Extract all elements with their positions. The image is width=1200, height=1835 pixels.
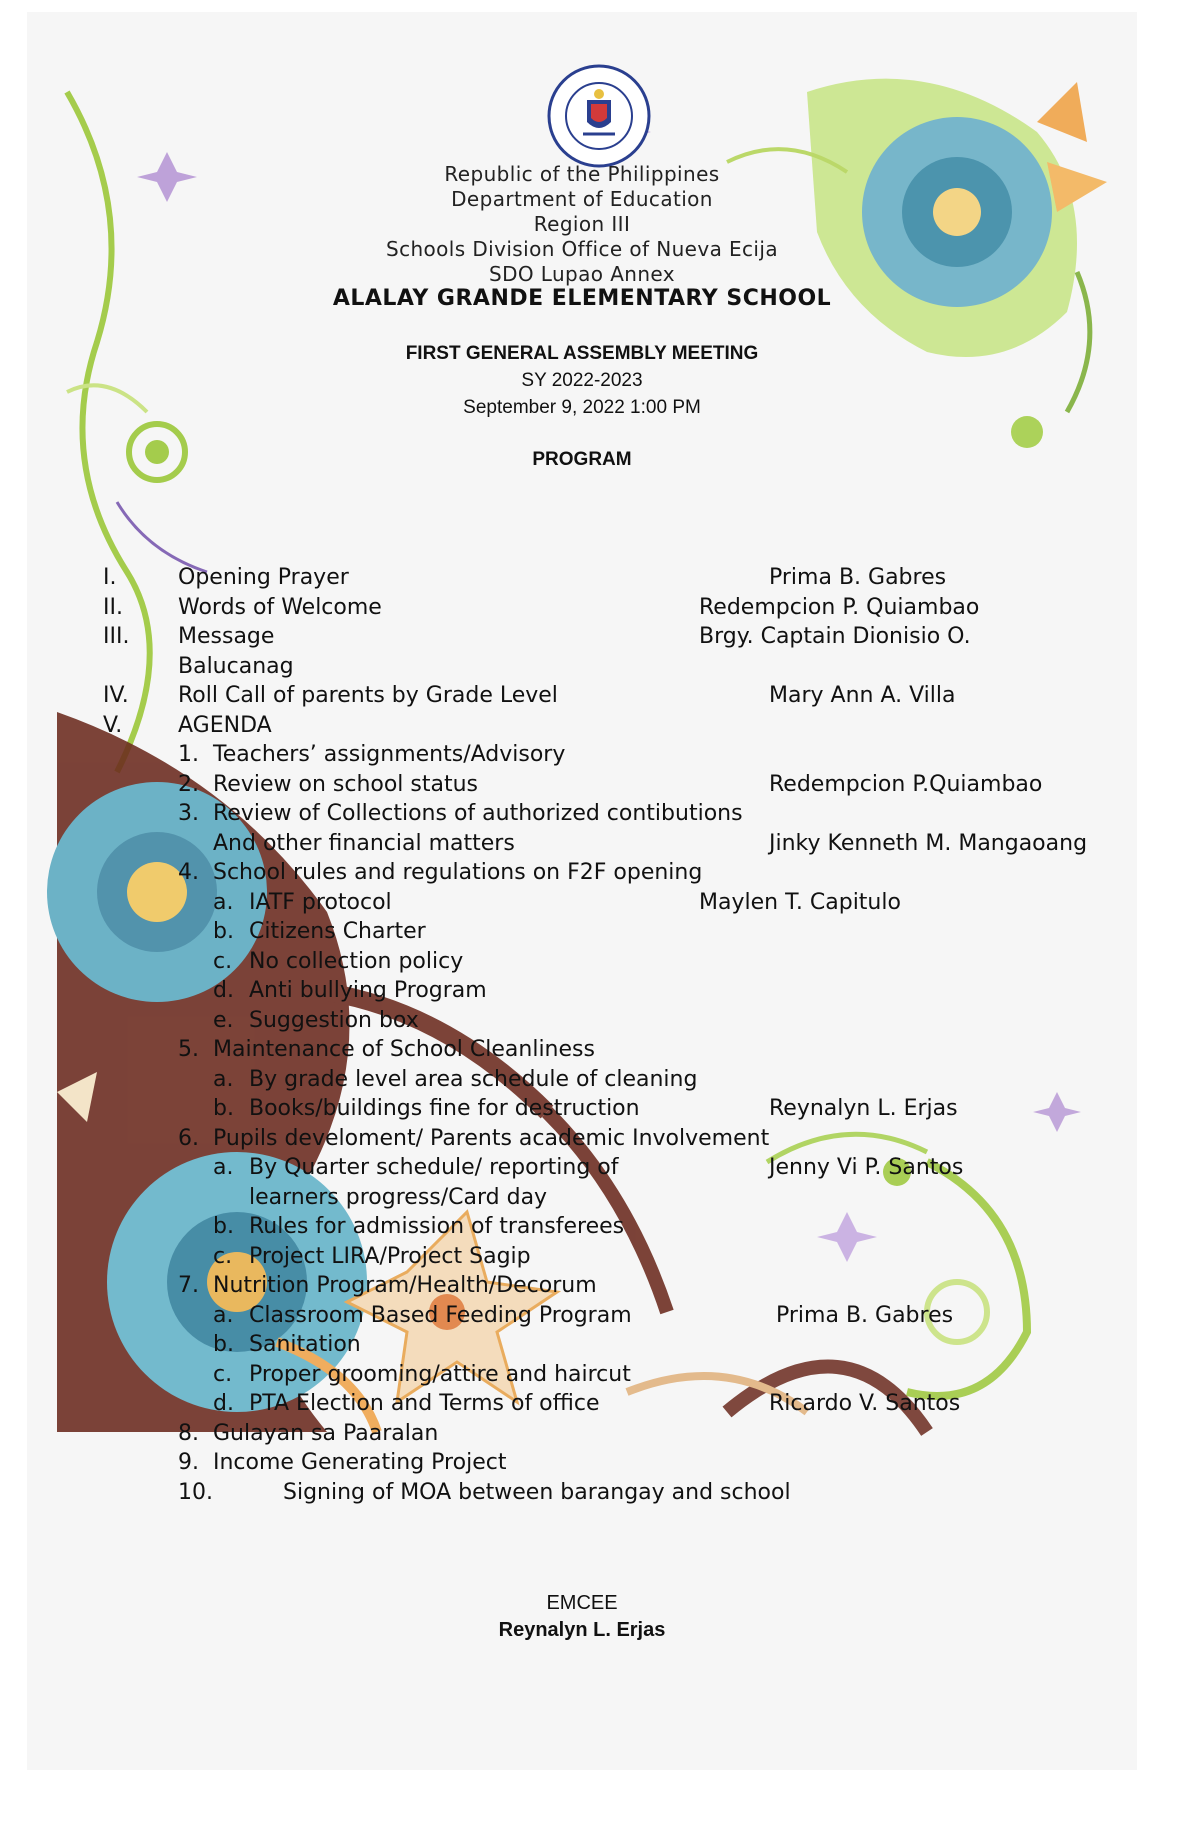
agenda-item-title: Signing of MOA between barangay and school <box>283 1479 791 1505</box>
header-line-2: Department of Education <box>451 187 713 211</box>
agenda-item-speaker: Prima B. Gabres <box>776 1302 954 1328</box>
agenda-item-number: d. <box>213 1391 234 1416</box>
program-item-number: II. <box>103 594 123 620</box>
agenda-item-speaker: Reynalyn L. Erjas <box>769 1096 958 1121</box>
agenda-item-title: Suggestion box <box>249 1007 419 1033</box>
agenda-item-number: 4. <box>178 860 199 885</box>
agenda-item-title: Nutrition Program/Health/Decorum <box>213 1273 597 1298</box>
agenda-item-title: And other financial matters <box>213 830 515 856</box>
agenda-item-number: a. <box>213 889 234 915</box>
program-item-title: Opening Prayer <box>178 565 349 590</box>
agenda-item-number: 9. <box>178 1450 199 1475</box>
header-line-4: Schools Division Office of Nueva Ecija <box>385 237 779 261</box>
emcee-name: Reynalyn L. Erjas <box>498 1619 666 1641</box>
program-item-title: AGENDA <box>178 712 272 738</box>
agenda-item-title: PTA Election and Terms of office <box>249 1391 600 1416</box>
program-item-speaker-cont: Balucanag <box>178 653 294 679</box>
agenda-item-number: 1. <box>178 742 199 767</box>
agenda-item-number: d. <box>213 978 234 1003</box>
agenda-item-title: School rules and regulations on F2F opening <box>213 860 703 885</box>
agenda-item-title: Pupils develoment/ Parents academic Involvement <box>213 1125 770 1151</box>
agenda-item-number: b. <box>213 919 234 944</box>
agenda-item-title: By grade level area schedule of cleaning <box>249 1066 698 1092</box>
agenda-item-title: Gulayan sa Paaralan <box>213 1420 439 1446</box>
program-item-speaker: Prima B. Gabres <box>769 565 947 590</box>
school-name: ALALAY GRANDE ELEMENTARY SCHOOL <box>332 286 832 311</box>
agenda-item-number: c. <box>213 1243 233 1269</box>
header-line-5: SDO Lupao Annex <box>488 262 676 286</box>
meeting-datetime: September 9, 2022 1:00 PM <box>463 397 701 418</box>
agenda-item-speaker: Maylen T. Capitulo <box>699 889 901 915</box>
agenda-item-number: 5. <box>178 1037 199 1062</box>
header-line-1: Republic of the Philippines <box>444 162 720 186</box>
emcee-label: EMCEE <box>546 1592 618 1614</box>
agenda-item-speaker: Redempcion P.Quiambao <box>769 771 1043 797</box>
program-item-speaker: Redempcion P. Quiambao <box>699 594 980 620</box>
school-year: SY 2022-2023 <box>521 370 643 391</box>
agenda-item-title: learners progress/Card day <box>249 1184 548 1210</box>
agenda-item-title: Review on school status <box>213 771 479 797</box>
agenda-item-number: b. <box>213 1096 234 1121</box>
agenda-item-title: Review of Collections of authorized contibutions <box>213 801 743 826</box>
program-item-speaker: Brgy. Captain Dionisio O. <box>699 624 971 649</box>
agenda-item-title: Teachers’ assignments/Advisory <box>213 742 566 767</box>
agenda-item-title: Sanitation <box>249 1332 361 1357</box>
agenda-item-number: e. <box>213 1007 234 1033</box>
agenda-item-speaker: Jinky Kenneth M. Mangaoang <box>769 830 1088 856</box>
agenda-item-number: 2. <box>178 771 199 797</box>
program-page <box>27 12 1137 1770</box>
agenda-item-number: 10. <box>178 1479 213 1505</box>
meeting-title: FIRST GENERAL ASSEMBLY MEETING <box>405 343 759 364</box>
agenda-item-number: 6. <box>178 1125 199 1151</box>
agenda-item-number: b. <box>213 1214 234 1239</box>
agenda-item-title: By Quarter schedule/ reporting of <box>249 1155 619 1180</box>
agenda-item-number: 3. <box>178 801 199 826</box>
program-item-speaker: Mary Ann A. Villa <box>769 683 956 708</box>
agenda-item-number: 8. <box>178 1420 199 1446</box>
agenda-item-number: a. <box>213 1155 234 1180</box>
deped-seal <box>547 64 651 168</box>
agenda-item-title: Maintenance of School Cleanliness <box>213 1037 595 1062</box>
program-item-title: Words of Welcome <box>178 594 382 620</box>
agenda-item-title: Proper grooming/attire and haircut <box>249 1361 631 1387</box>
agenda-item-title: IATF protocol <box>249 889 392 915</box>
agenda-item-number: a. <box>213 1066 234 1092</box>
agenda-item-number: 7. <box>178 1273 199 1298</box>
agenda-item-title: Books/buildings fine for destruction <box>249 1096 640 1121</box>
program-heading: PROGRAM <box>532 449 632 470</box>
program-item-title: Message <box>178 624 275 649</box>
program-item-number: I. <box>103 565 117 590</box>
program-item-number: V. <box>103 712 123 738</box>
agenda-item-title: Anti bullying Program <box>249 978 487 1003</box>
agenda-item-title: Rules for admission of transferees <box>249 1214 625 1239</box>
agenda-item-title: Citizens Charter <box>249 919 426 944</box>
header-line-3: Region III <box>533 212 631 236</box>
agenda-item-speaker: Ricardo V. Santos <box>769 1391 961 1416</box>
agenda-item-number: b. <box>213 1332 234 1357</box>
agenda-item-speaker: Jenny Vi P. Santos <box>769 1155 964 1180</box>
agenda-item-number: c. <box>213 948 233 974</box>
agenda-item-number: a. <box>213 1302 234 1328</box>
program-item-number: IV. <box>103 683 129 708</box>
program-item-title: Roll Call of parents by Grade Level <box>178 683 558 708</box>
agenda-item-title: Classroom Based Feeding Program <box>249 1302 632 1328</box>
agenda-item-title: Project LIRA/Project Sagip <box>249 1243 531 1269</box>
agenda-item-title: No collection policy <box>249 948 464 974</box>
program-item-number: III. <box>103 624 130 649</box>
agenda-item-title: Income Generating Project <box>213 1450 507 1475</box>
agenda-item-number: c. <box>213 1361 233 1387</box>
